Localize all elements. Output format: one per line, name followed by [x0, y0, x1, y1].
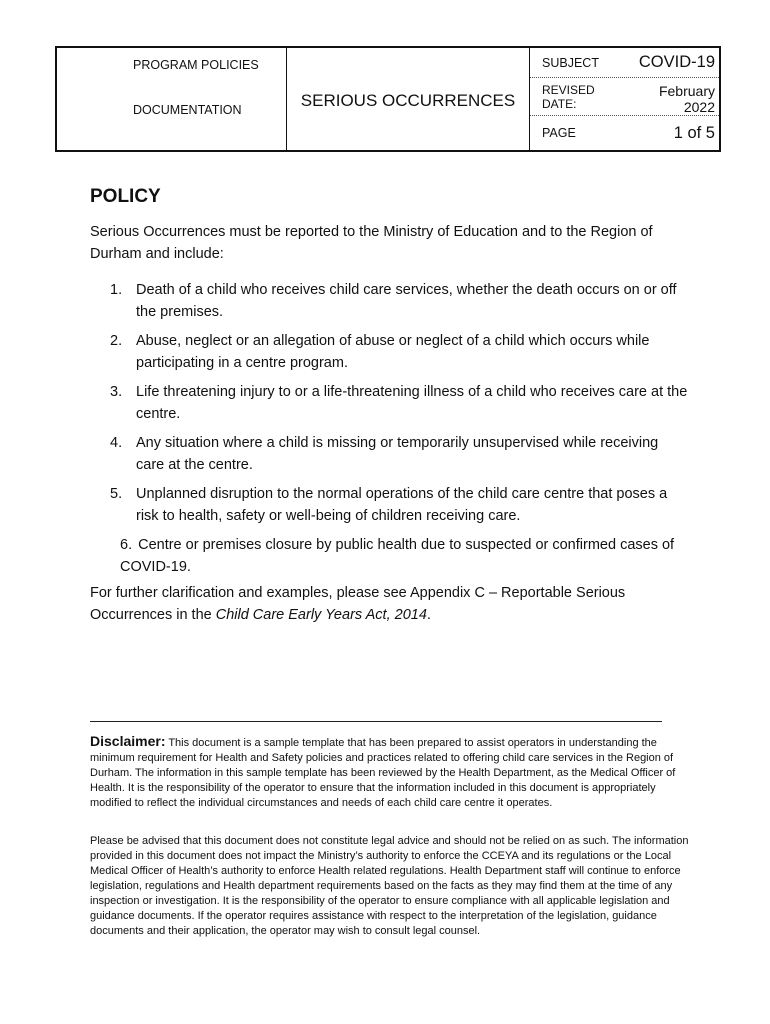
revised-label [542, 83, 595, 111]
list-item-text: Abuse, neglect or an allegation of abuse or neglect of a child which occurs while participating in a centre program. [136, 333, 650, 371]
revised-value [659, 83, 715, 115]
list-item-text: Any situation where a child is missing or temporarily unsupervised while receiving care at the centre. [136, 435, 659, 473]
page-label: PAGE [542, 126, 576, 140]
header-table [55, 46, 721, 152]
disclaimer-text: This document is a sample template that has been prepared to assist operators in understanding the minimum requirement for Health and Safety policies and practices related to offering child care services in the Region of Durham. The information in this sample template has been reviewed by the Health Department, as the Medical Officer of Health. It is the responsibility of the operator to ensure that the information included in this document is appropriately modified to reflect the individual circumstances and needs of each child care centre it operates. [90, 737, 676, 809]
legal-advice-paragraph: Please be advised that this document does not constitute legal advice and should not be relied on as such. The information provided in this document does not impact the Ministry’s authority to enforce the CCEYA and its regulations or the Local Medical Officer of Health’s authority to enforce Health related regulations. Health Department staff will continue to enforce legislation, regulations and Health department requirements based on the facts as they may find them at the time of any inspection or investigation. It is the responsibility of the operator to ensure compliance with all applicable legislation and guidance documents. If the operator requires assistance with respect to the interpretation of the legislation, guidance documents and their application, the operator may wish to consult legal counsel. [90, 835, 689, 937]
page-row [530, 116, 719, 150]
further-end: . [426, 607, 431, 623]
program-policies-label: PROGRAM POLICIES [133, 58, 259, 72]
list-item-number: 4. [110, 435, 123, 451]
policy-heading: POLICY [90, 186, 161, 207]
documentation-label: DOCUMENTATION [133, 103, 242, 117]
revised-row [530, 78, 719, 116]
disclaimer-paragraph [90, 734, 690, 811]
subject-label: SUBJECT [542, 55, 599, 70]
act-title: Child Care Early Years Act, 2014 [215, 607, 427, 623]
list-item [110, 483, 690, 527]
occurrence-list [110, 279, 690, 585]
list-item-text: Unplanned disruption to the normal operations of the child care centre that poses a risk to health, safety or well-being of children receiving care. [136, 486, 668, 524]
further-clarification [90, 582, 690, 626]
list-item [110, 432, 690, 476]
header-title-cell [287, 48, 530, 150]
list-item-text: Death of a child who receives child care services, whether the death occurs on or off the premises. [136, 282, 677, 320]
further-text: For further clarification and examples, please see Appendix C – Reportable Serious Occurrences in the [90, 585, 626, 623]
list-item [110, 381, 690, 425]
document-title: SERIOUS OCCURRENCES [300, 91, 516, 110]
list-item-text: Life threatening injury to or a life-threatening illness of a child who receives care at the centre. [136, 384, 688, 422]
list-item [110, 534, 690, 578]
header-left-cell [57, 48, 287, 150]
subject-row [530, 48, 719, 78]
list-item [110, 330, 690, 374]
revised-value-line2: 2022 [683, 99, 715, 115]
list-item [110, 279, 690, 323]
list-item-number: 3. [110, 384, 123, 400]
revised-label-line1: REVISED [542, 83, 595, 97]
list-item-text: Centre or premises closure by public health due to suspected or confirmed cases of COVID-19. [120, 537, 675, 575]
list-item-number: 2. [110, 333, 123, 349]
revised-label-line2: DATE: [542, 97, 577, 111]
list-item-number: 5. [110, 486, 123, 502]
disclaimer-label: Disclaimer: [90, 733, 166, 749]
page-value: 1 of 5 [673, 123, 715, 142]
list-item-number: 6. [120, 537, 133, 553]
divider [90, 721, 662, 722]
revised-value-line1: February [658, 83, 715, 99]
list-item-number: 1. [110, 282, 123, 298]
header-meta-cell [530, 48, 719, 150]
subject-value: COVID-19 [638, 53, 715, 71]
policy-intro: Serious Occurrences must be reported to the Ministry of Education and to the Region of Durham and include: [90, 224, 653, 262]
